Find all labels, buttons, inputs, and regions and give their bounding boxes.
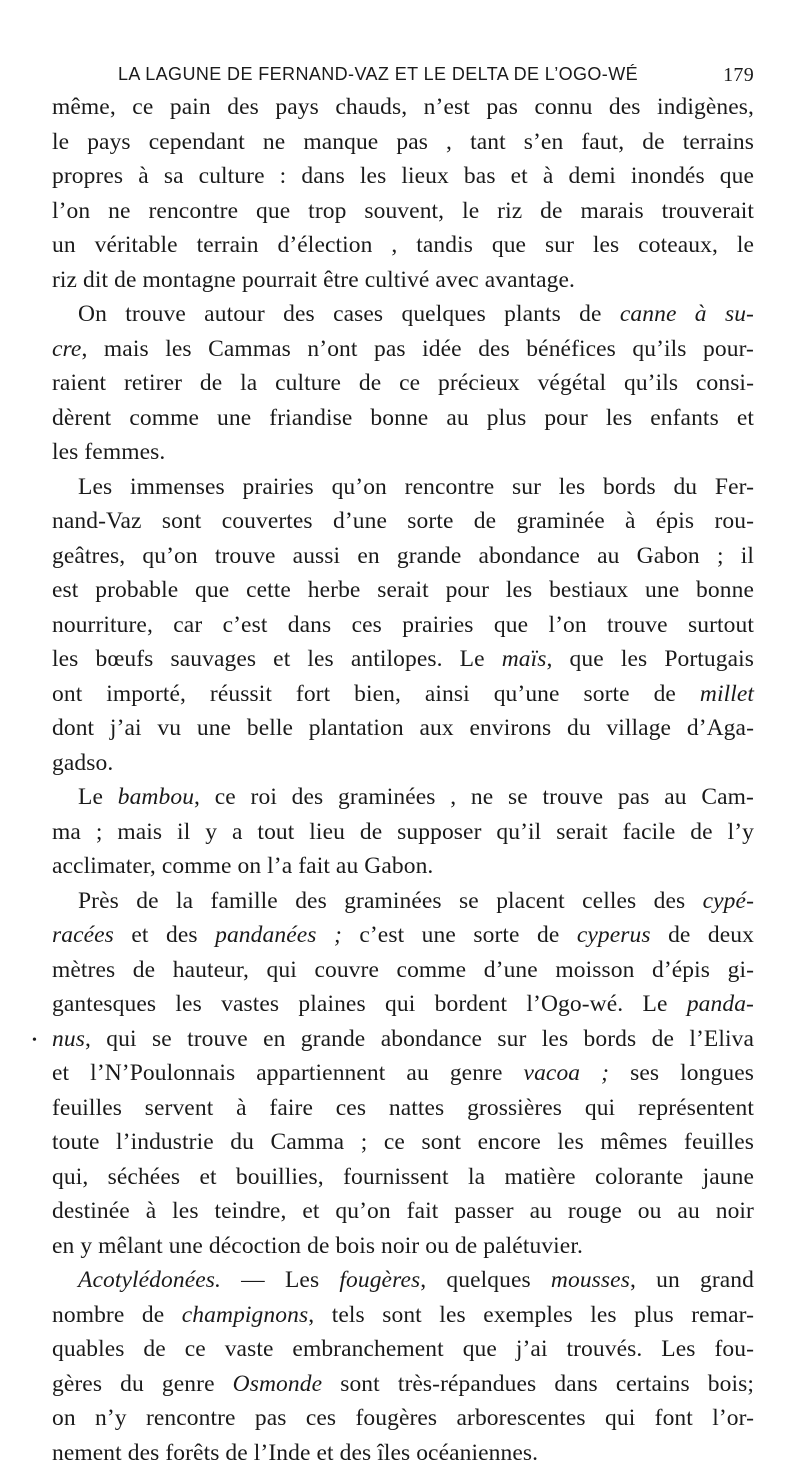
text-segment: dont j’ai vu une belle plantation aux environs du village d’Aga- xyxy=(52,715,754,741)
text-segment: dèrent comme une friandise bonne au plus pour les enfants et xyxy=(52,405,754,431)
text-segment: c’est une sorte de xyxy=(342,922,577,948)
italic-term: fougères xyxy=(339,1267,420,1293)
book-page xyxy=(52,44,754,1470)
text-segment: les femmes. xyxy=(52,439,165,465)
text-line xyxy=(52,297,754,332)
text-segment: , quelques xyxy=(420,1267,551,1293)
text-segment: mètres de hauteur, qui couvre comme d’une moisson d’épis gi- xyxy=(52,957,754,983)
text-segment: raient retirer de la culture de ce précieux végétal qu’ils consi- xyxy=(52,370,754,396)
text-line xyxy=(52,366,754,401)
text-line xyxy=(52,884,754,919)
text-segment: de deux xyxy=(651,922,754,948)
text-line xyxy=(52,1194,754,1229)
text-segment: et l’N’Poulonnais appartiennent au genre xyxy=(52,1060,524,1086)
text-segment: riz dit de montagne pourrait être cultivé avec avantage. xyxy=(52,267,575,293)
text-segment: gères du genre xyxy=(52,1371,233,1397)
text-segment: destinée à les teindre, et qu’on fait passer au rouge ou au noir xyxy=(52,1198,754,1224)
text-line xyxy=(52,711,754,746)
text-segment: On trouve autour des cases quelques plants de xyxy=(78,301,620,327)
text-segment: , un grand xyxy=(630,1267,754,1293)
text-segment: est probable que cette herbe serait pour les bestiaux une bonne xyxy=(52,577,754,603)
text-line xyxy=(52,125,754,160)
text-segment: propres à sa culture : dans les lieux bas et à demi inondés que xyxy=(52,163,754,189)
text-segment: même, ce pain des pays chauds, n’est pas connu des indigènes, xyxy=(52,94,754,120)
text-line xyxy=(52,1022,754,1057)
text-line xyxy=(52,849,754,884)
text-line xyxy=(52,987,754,1022)
text-line xyxy=(52,1160,754,1195)
text-line xyxy=(52,780,754,815)
italic-term: cre xyxy=(52,336,81,362)
text-segment: , ce roi des graminées , ne se trouve pas au Cam- xyxy=(194,784,754,810)
text-segment: acclimater, comme on l’a fait au Gabon. xyxy=(52,853,433,879)
italic-term: cyperus xyxy=(577,922,651,948)
text-segment: les bœufs sauvages et les antilopes. Le xyxy=(52,646,502,672)
text-line xyxy=(52,608,754,643)
text-line xyxy=(52,90,754,125)
italic-term: Acotylédonées. xyxy=(78,1267,221,1293)
text-segment: ont importé, réussit fort bien, ainsi qu’une sorte de xyxy=(52,681,700,707)
text-line xyxy=(52,159,754,194)
text-segment: feuilles servent à faire ces nattes grossières qui représentent xyxy=(52,1095,754,1121)
text-segment: on n’y rencontre pas ces fougères arborescentes qui font l’or- xyxy=(52,1405,754,1431)
text-segment: Les immenses prairies qu’on rencontre sur les bords du Fer- xyxy=(78,474,754,500)
text-segment: ma ; mais il y a tout lieu de supposer qu’il serait facile de l’y xyxy=(52,819,754,845)
margin-mark: • xyxy=(32,1034,37,1048)
text-segment: , que les Portugais xyxy=(547,646,755,672)
italic-term: bambou xyxy=(118,784,194,810)
italic-term: cypé- xyxy=(703,888,754,914)
text-line xyxy=(52,1436,754,1470)
italic-term: champignons xyxy=(182,1302,308,1328)
text-line xyxy=(52,228,754,263)
text-line xyxy=(52,815,754,850)
text-segment: Près de la famille des graminées se placent celles des xyxy=(78,888,703,914)
text-line xyxy=(52,263,754,298)
text-line xyxy=(52,1332,754,1367)
italic-term: millet xyxy=(700,681,754,707)
text-line xyxy=(52,1263,754,1298)
text-line xyxy=(52,677,754,712)
text-segment: nement des forêts de l’Inde et des îles océaniennes. xyxy=(52,1440,538,1466)
italic-term: mousses xyxy=(551,1267,630,1293)
text-segment: , qui se trouve en grande abondance sur les bords de l’Eliva xyxy=(85,1026,754,1052)
text-line xyxy=(52,470,754,505)
text-segment: ses longues xyxy=(609,1060,754,1086)
text-line xyxy=(52,1367,754,1402)
italic-term: panda- xyxy=(687,991,754,1017)
text-line xyxy=(52,642,754,677)
text-line xyxy=(52,953,754,988)
text-segment: nourriture, car c’est dans ces prairies que l’on trouve surtout xyxy=(52,612,754,638)
text-line xyxy=(52,1401,754,1436)
italic-term: pandanées ; xyxy=(215,922,342,948)
text-segment: sont très-répandues dans certains bois; xyxy=(322,1371,754,1397)
italic-term: maïs xyxy=(502,646,547,672)
text-line xyxy=(52,1125,754,1160)
body-text xyxy=(52,90,754,1470)
text-line xyxy=(52,1229,754,1264)
text-segment: , tels sont les exemples les plus remar- xyxy=(308,1302,754,1328)
text-line xyxy=(52,504,754,539)
running-head xyxy=(52,44,754,90)
text-line xyxy=(52,194,754,229)
text-line xyxy=(52,918,754,953)
italic-term: racées xyxy=(52,922,114,948)
text-segment: nombre de xyxy=(52,1302,182,1328)
text-segment: gantesques les vastes plaines qui bordent l’Ogo-wé. Le xyxy=(52,991,687,1017)
text-segment: nand-Vaz sont couvertes d’une sorte de graminée à épis rou- xyxy=(52,508,754,534)
text-line xyxy=(52,332,754,367)
text-segment: en y mêlant une décoction de bois noir ou de palétuvier. xyxy=(52,1233,583,1259)
text-segment: qui, séchées et bouillies, fournissent la matière colorante jaune xyxy=(52,1164,754,1190)
text-segment: geâtres, qu’on trouve aussi en grande abondance au Gabon ; il xyxy=(52,543,754,569)
italic-term: nus xyxy=(52,1026,85,1052)
text-segment: toute l’industrie du Camma ; ce sont encore les mêmes feuilles xyxy=(52,1129,754,1155)
text-segment: , mais les Cammas n’ont pas idée des bénéfices qu’ils pour- xyxy=(81,336,754,362)
text-line xyxy=(52,401,754,436)
text-segment: un véritable terrain d’élection , tandis que sur les coteaux, le xyxy=(52,232,754,258)
italic-term: canne à su- xyxy=(620,301,754,327)
text-line xyxy=(52,435,754,470)
text-line xyxy=(52,746,754,781)
text-line xyxy=(52,1091,754,1126)
text-line xyxy=(52,573,754,608)
text-line xyxy=(52,539,754,574)
text-segment: et des xyxy=(114,922,215,948)
page-number: 179 xyxy=(723,64,754,87)
text-segment: — Les xyxy=(221,1267,339,1293)
text-line xyxy=(52,1298,754,1333)
italic-term: Osmonde xyxy=(233,1371,322,1397)
italic-term: vacoa ; xyxy=(524,1060,610,1086)
text-segment: quables de ce vaste embranchement que j’ai trouvés. Les fou- xyxy=(52,1336,754,1362)
running-title: LA LAGUNE DE FERNAND-VAZ ET LE DELTA DE L’OGO-WÉ xyxy=(118,64,638,85)
text-segment: le pays cependant ne manque pas , tant s’en faut, de terrains xyxy=(52,129,754,155)
text-segment: gadso. xyxy=(52,750,113,776)
text-segment: l’on ne rencontre que trop souvent, le riz de marais trouverait xyxy=(52,198,754,224)
text-segment: Le xyxy=(78,784,118,810)
text-line xyxy=(52,1056,754,1091)
